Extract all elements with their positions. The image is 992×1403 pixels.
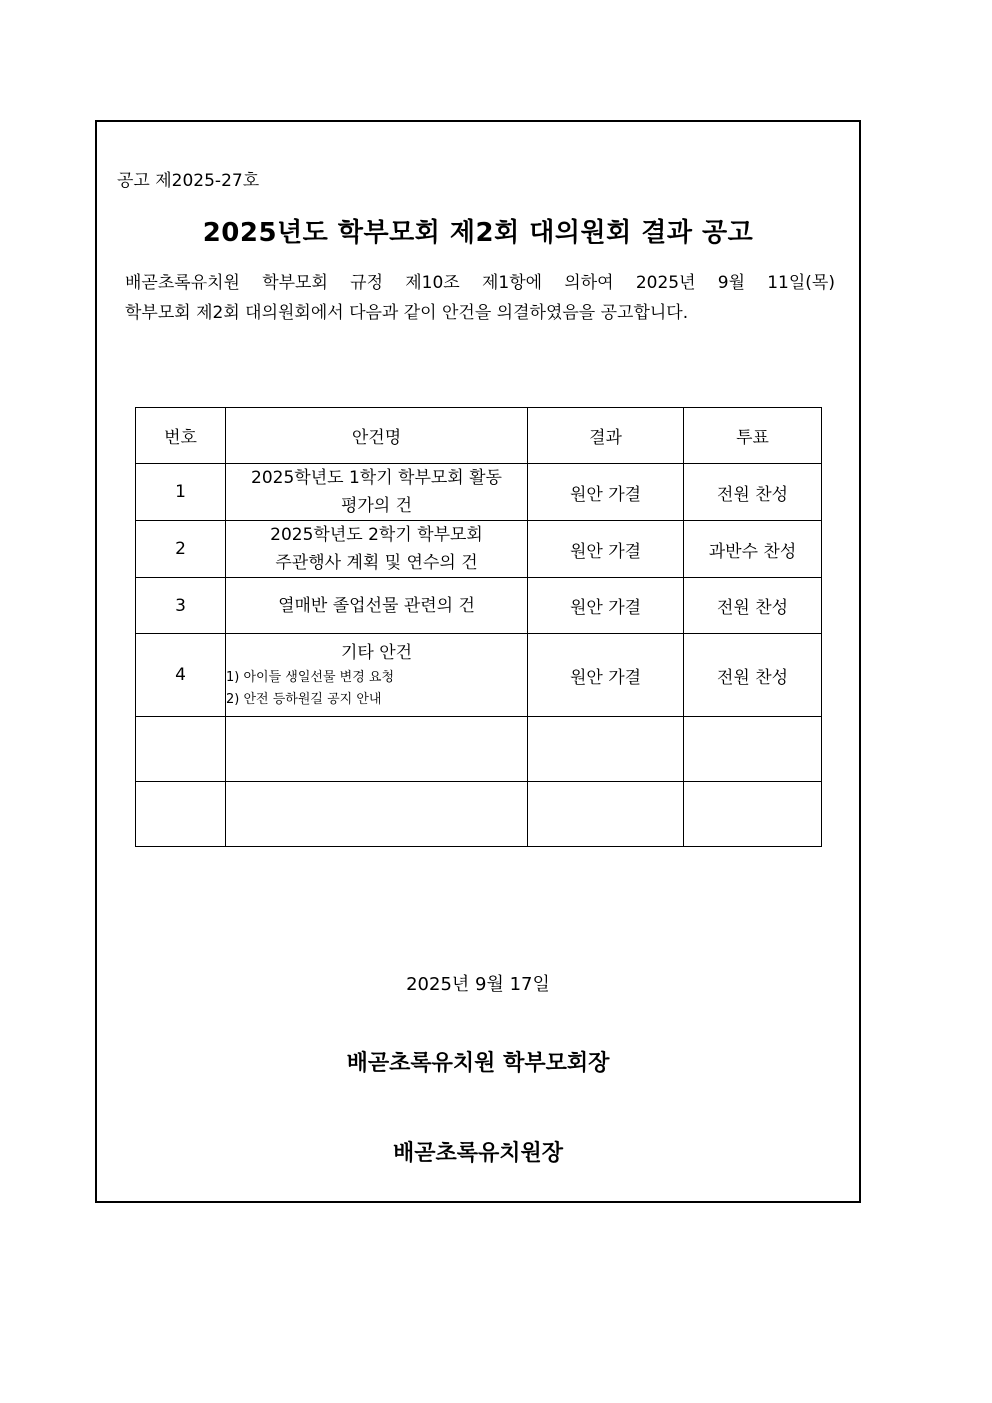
agenda-line: 기타 안건 xyxy=(340,643,413,663)
row-result: 원안 가결 xyxy=(528,464,684,521)
row-result: 원안 가결 xyxy=(528,521,684,578)
table-row xyxy=(136,464,822,521)
row-result: 원안 가결 xyxy=(528,634,684,717)
row-vote: 과반수 찬성 xyxy=(684,521,822,578)
agenda-sub-item: 2) 안전 등하원길 공지 안내 xyxy=(226,692,382,707)
notice-document xyxy=(95,120,861,1203)
table-row xyxy=(136,634,822,717)
agenda-line: 2025학년도 2학기 학부모회 xyxy=(270,525,483,545)
row-number: 2 xyxy=(136,521,226,578)
table-row xyxy=(136,521,822,578)
header-number: 번호 xyxy=(136,408,226,464)
empty-cell xyxy=(684,717,822,782)
row-result: 원안 가결 xyxy=(528,578,684,634)
header-result: 결과 xyxy=(528,408,684,464)
empty-cell xyxy=(136,782,226,847)
notice-number: 공고 제2025-27호 xyxy=(117,171,260,191)
issue-date: 2025년 9월 17일 xyxy=(406,974,550,995)
empty-cell xyxy=(136,717,226,782)
agenda-line: 주관행사 계획 및 연수의 건 xyxy=(275,553,478,573)
intro-line-2: 학부모회 제2회 대의원회에서 다음과 같이 안건을 의결하였음을 공고합니다. xyxy=(125,303,689,323)
agenda-line: 열매반 졸업선물 관련의 건 xyxy=(278,595,475,616)
signer-kindergarten-director: 배곧초록유치원장 xyxy=(392,1141,564,1166)
row-number: 1 xyxy=(136,464,226,521)
row-agenda xyxy=(226,634,528,717)
empty-cell xyxy=(684,782,822,847)
table-header-row xyxy=(136,408,822,464)
table-row xyxy=(136,578,822,634)
row-agenda xyxy=(226,521,528,578)
empty-cell xyxy=(528,717,684,782)
agenda-line: 2025학년도 1학기 학부모회 활동 xyxy=(251,468,502,488)
row-vote: 전원 찬성 xyxy=(684,634,822,717)
page-title: 2025년도 학부모회 제2회 대의원회 결과 공고 xyxy=(202,218,754,248)
row-number: 3 xyxy=(136,578,226,634)
empty-cell xyxy=(528,782,684,847)
row-agenda xyxy=(226,578,528,634)
row-vote: 전원 찬성 xyxy=(684,578,822,634)
row-agenda xyxy=(226,464,528,521)
empty-cell xyxy=(226,717,528,782)
intro-paragraph xyxy=(125,268,835,328)
intro-line-1: 배곧초록유치원 학부모회 규정 제10조 제1항에 의하여 2025년 9월 11일(목) xyxy=(125,273,835,293)
empty-cell xyxy=(226,782,528,847)
table-row-empty xyxy=(136,782,822,847)
row-vote: 전원 찬성 xyxy=(684,464,822,521)
header-vote: 투표 xyxy=(684,408,822,464)
row-number: 4 xyxy=(136,634,226,717)
agenda-line: 평가의 건 xyxy=(340,496,413,516)
signer-parent-association-head: 배곧초록유치원 학부모회장 xyxy=(346,1051,610,1076)
table-row-empty xyxy=(136,717,822,782)
agenda-table xyxy=(135,407,822,847)
agenda-sub-items xyxy=(226,667,527,711)
header-agenda: 안건명 xyxy=(226,408,528,464)
agenda-sub-item: 1) 아이들 생일선물 변경 요청 xyxy=(226,670,395,685)
